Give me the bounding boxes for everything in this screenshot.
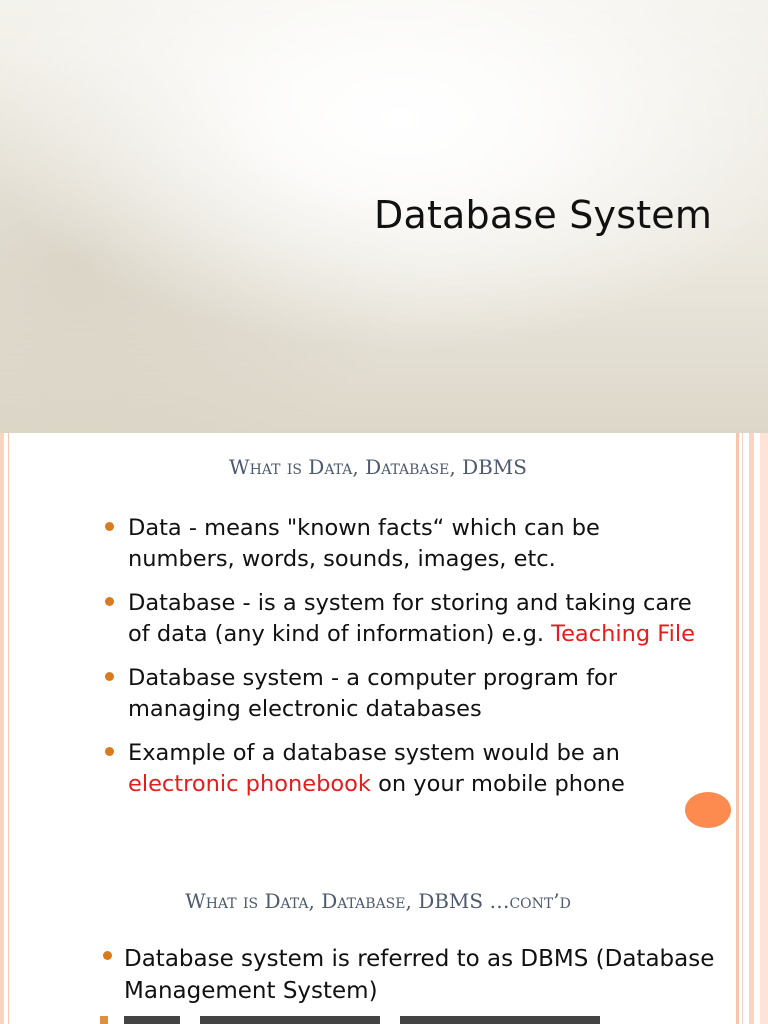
bullet-dot-icon xyxy=(105,522,114,531)
slide-heading: What is Data, Database, DBMS xyxy=(229,455,527,479)
bullet-text: Data - means "known facts“ which can be numbers, words, sounds, images, etc. xyxy=(128,515,600,572)
bullet-list xyxy=(102,513,702,813)
bullet-text: Example of a database system would be an xyxy=(128,740,620,766)
right-border-stripe xyxy=(736,433,739,866)
bullet-dot-icon xyxy=(105,597,114,606)
bullet-text: Database - is a system for storing and taking care of data (any kind of information) e.g. xyxy=(128,590,692,647)
bullet-item-database-system xyxy=(102,663,702,725)
bullet-item-database xyxy=(102,588,702,650)
slide-heading: What is Data, Database, DBMS …cont’d xyxy=(185,889,571,913)
bullet-item-dbms xyxy=(100,944,720,1007)
bullet-text: on your mobile phone xyxy=(370,771,625,797)
content-slide-dbms-contd xyxy=(0,866,768,1024)
orange-oval-decoration xyxy=(685,792,731,828)
title-slide xyxy=(0,0,768,433)
presentation-title: Database System xyxy=(374,193,713,237)
content-slide-data-database-dbms xyxy=(0,433,768,866)
right-border-line xyxy=(742,433,743,866)
bullet-text: Database system is referred to as DBMS (Database Management System) xyxy=(124,946,715,1004)
bullet-item-example xyxy=(102,738,702,800)
cut-off-text-line xyxy=(100,1016,600,1024)
left-border-stripe xyxy=(0,433,4,866)
highlighted-term: electronic phonebook xyxy=(128,771,371,797)
right-border-stripe xyxy=(749,433,754,866)
bullet-list xyxy=(100,944,720,1020)
bullet-dot-icon xyxy=(105,672,114,681)
right-border-band xyxy=(760,866,768,1024)
bullet-dot-icon xyxy=(105,747,114,756)
bullet-dot-icon xyxy=(103,951,112,960)
bullet-text: Database system - a computer program for managing electronic databases xyxy=(128,665,618,722)
bullet-item-data xyxy=(102,513,702,575)
highlighted-term: Teaching File xyxy=(551,621,695,647)
left-border-line xyxy=(8,433,9,866)
right-border-band xyxy=(760,433,768,866)
